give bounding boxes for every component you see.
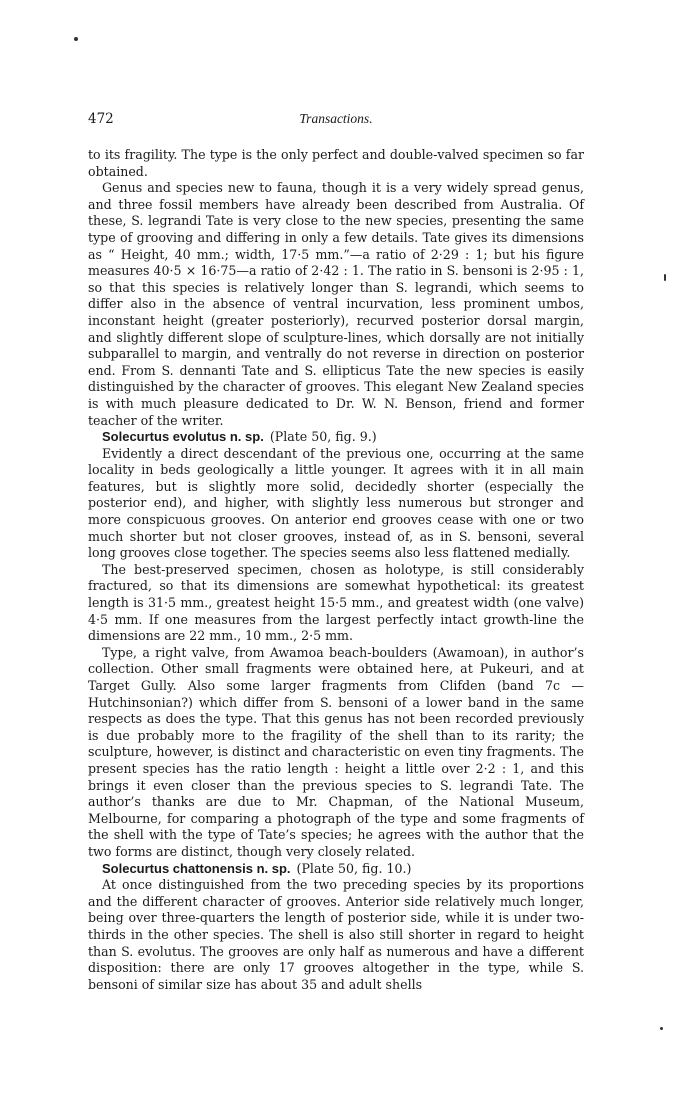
paragraph: Evidently a direct descendant of the previous one, occurring at the same locality in beds geologically a little younger. It agrees with it in all main features, but is slightly more solid, decidedly shorter (especially the posterior end), and higher, with slightly less numerous but stronger and more conspicuous grooves. On anterior end grooves cease with one or two much shorter but not closer grooves, instead of, as in S. bensoni, several long grooves close together. The species seems also less flattened medially. <box>88 445 584 561</box>
paragraph: At once distinguished from the two preceding species by its proportions and the different character of grooves. Anterior side relatively much longer, being over three-quarters the length of posterior side, while it is under two-thirds in the other species. The shell is also still shorter in regard to height than S. evolutus. The grooves are only half as numerous and have a different disposition: there are only 17 grooves altogether in the type, while S. bensoni of similar size has about 35 and adult shells <box>88 877 584 992</box>
scan-speck <box>74 37 78 41</box>
running-title: Transactions. <box>299 111 373 126</box>
page-header <box>88 111 584 131</box>
paragraph: The best-preserved specimen, chosen as holotype, is still considerably fractured, so that its dimensions are somewhat hypothetical: its greatest length is 31·5 mm., greatest height 15·5 mm., and greatest width (one valve) 4·5 mm. If one measures from the largest perfectly intact growth-line the dimensions are 22 mm., 10 mm., 2·5 mm. <box>88 561 584 644</box>
plate-reference: (Plate 50, fig. 9.) <box>269 429 377 445</box>
paragraph: Genus and species new to fauna, though it is a very widely spread genus, and three fossil members have already been described from Australia. Of these, S. legrandi Tate is very close to the new species, presenting the same type of grooving and differing in only a few details. Tate gives its dimensions as “ Height, 40 mm.; width, 17·5 mm.”—a ratio of 2·29 : 1; but his figure measures 40·5 × 16·75—a ratio of 2·42 : 1. The ratio in S. bensoni is 2·95 : 1, so that this species is relatively longer than S. legrandi, which seems to differ also in the absence of ventral incurvation, less prominent umbos, inconstant height (greater posteriorly), recurved posterior dorsal margin, and slightly different slope of sculpture-lines, which dorsally are not initially subparallel to margin, and ventrally do not reverse in direction on posterior end. From S. dennanti Tate and S. ellipticus Tate the new species is easily distinguished by the character of grooves. This elegant New Zealand species is with much pleasure dedicated to Dr. W. N. Benson, friend and former teacher of the writer. <box>88 180 584 428</box>
species-name: Solecurtus evolutus n. sp. <box>102 429 264 445</box>
article-body <box>88 147 584 993</box>
plate-reference: (Plate 50, fig. 10.) <box>296 860 412 876</box>
species-heading <box>88 429 584 446</box>
paragraph-continued: to its fragility. The type is the only perfect and double-valved specimen so far obtained. <box>88 147 584 179</box>
species-heading <box>88 861 584 878</box>
species-name: Solecurtus chattonensis n. sp. <box>102 860 291 876</box>
page-number: 472 <box>88 111 114 127</box>
scan-speck <box>664 274 666 281</box>
paragraph: Type, a right valve, from Awamoa beach-boulders (Awamoan), in author’s collection. Other small fragments were obtained here, at Pukeuri, and at Target Gully. Also some larger fragments from Clifden (band 7c —Hutchinsonian?) which differ from S. bensoni of a lower band in the same respects as does the type. That this genus has not been recorded previously is due probably more to the fragility of the shell than to its rarity; the sculpture, however, is distinct and characteristic on even tiny fragments. The present species has the ratio length : height a little over 2·2 : 1, and this brings it even closer than the previous species to S. legrandi Tate. The author’s thanks are due to Mr. Chapman, of the National Museum, Melbourne, for comparing a photograph of the type and some fragments of the shell with the type of Tate’s species; he agrees with the author that the two forms are distinct, though very closely related. <box>88 644 584 859</box>
scan-speck <box>660 1027 663 1030</box>
